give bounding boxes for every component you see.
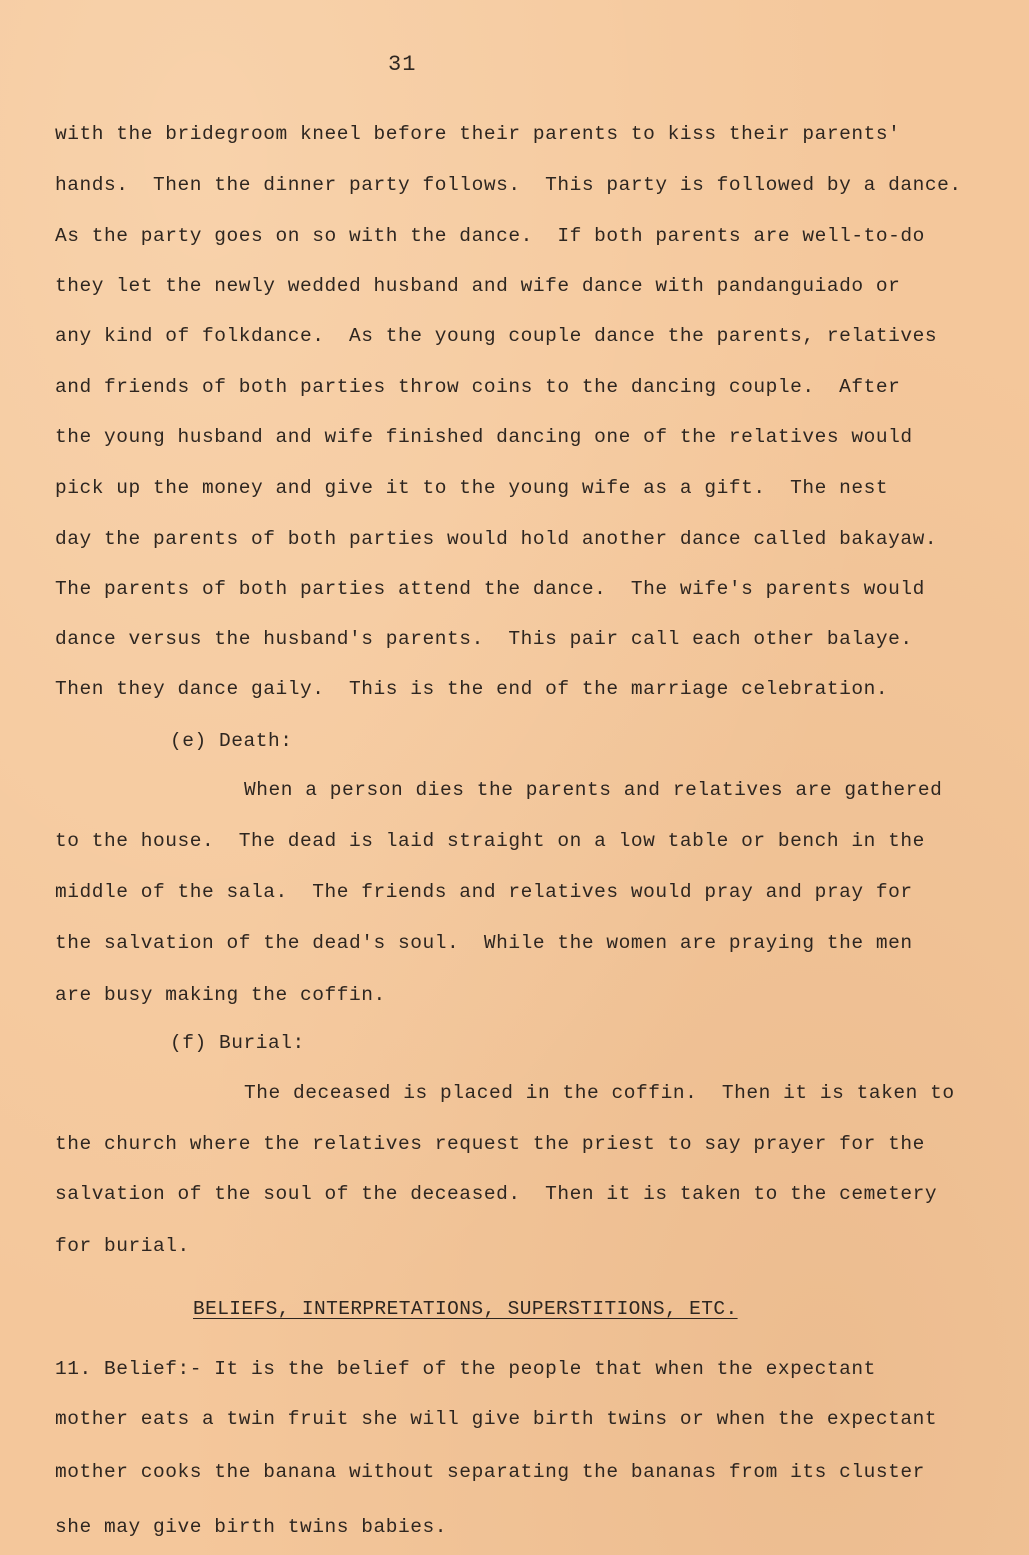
text-line: mother eats a twin fruit she will give birth twins or when the expectant — [55, 1408, 938, 1430]
text-line: are busy making the coffin. — [55, 984, 386, 1006]
text-line: and friends of both parties throw coins to the dancing couple. After — [55, 376, 901, 398]
text-line: 11. Belief:- It is the belief of the people that when the expectant — [55, 1358, 876, 1380]
text-line: hands. Then the dinner party follows. This party is followed by a dance. — [55, 174, 962, 196]
text-line: As the party goes on so with the dance. If both parents are well-to-do — [55, 225, 925, 247]
text-line: mother cooks the banana without separating the bananas from its cluster — [55, 1461, 925, 1483]
page-number: 31 — [388, 52, 417, 77]
text-line: for burial. — [55, 1235, 190, 1257]
text-line: the young husband and wife finished dancing one of the relatives would — [55, 426, 913, 448]
text-line: dance versus the husband's parents. This pair call each other balaye. — [55, 628, 913, 650]
text-line: with the bridegroom kneel before their parents to kiss their parents' — [55, 123, 901, 145]
text-line: middle of the sala. The friends and relatives would pray and pray for — [55, 881, 913, 903]
text-line: When a person dies the parents and relatives are gathered — [244, 779, 943, 801]
text-line: salvation of the soul of the deceased. Then it is taken to the cemetery — [55, 1183, 938, 1205]
text-line: any kind of folkdance. As the young couple dance the parents, relatives — [55, 325, 938, 347]
subheading-burial: (f) Burial: — [170, 1032, 305, 1054]
text-line: day the parents of both parties would hold another dance called bakayaw. — [55, 528, 938, 550]
text-line: they let the newly wedded husband and wife dance with pandanguiado or — [55, 275, 901, 297]
text-line: pick up the money and give it to the young wife as a gift. The nest — [55, 477, 889, 499]
text-line: the church where the relatives request the priest to say prayer for the — [55, 1133, 925, 1155]
subheading-death: (e) Death: — [170, 730, 293, 752]
text-line: to the house. The dead is laid straight on a low table or bench in the — [55, 830, 925, 852]
section-heading: BELIEFS, INTERPRETATIONS, SUPERSTITIONS, ETC. — [193, 1298, 738, 1320]
text-line: she may give birth twins babies. — [55, 1516, 448, 1538]
text-line: The parents of both parties attend the dance. The wife's parents would — [55, 578, 925, 600]
text-line: The deceased is placed in the coffin. Then it is taken to — [244, 1082, 955, 1104]
text-line: the salvation of the dead's soul. While the women are praying the men — [55, 932, 913, 954]
text-line: Then they dance gaily. This is the end of the marriage celebration. — [55, 678, 889, 700]
